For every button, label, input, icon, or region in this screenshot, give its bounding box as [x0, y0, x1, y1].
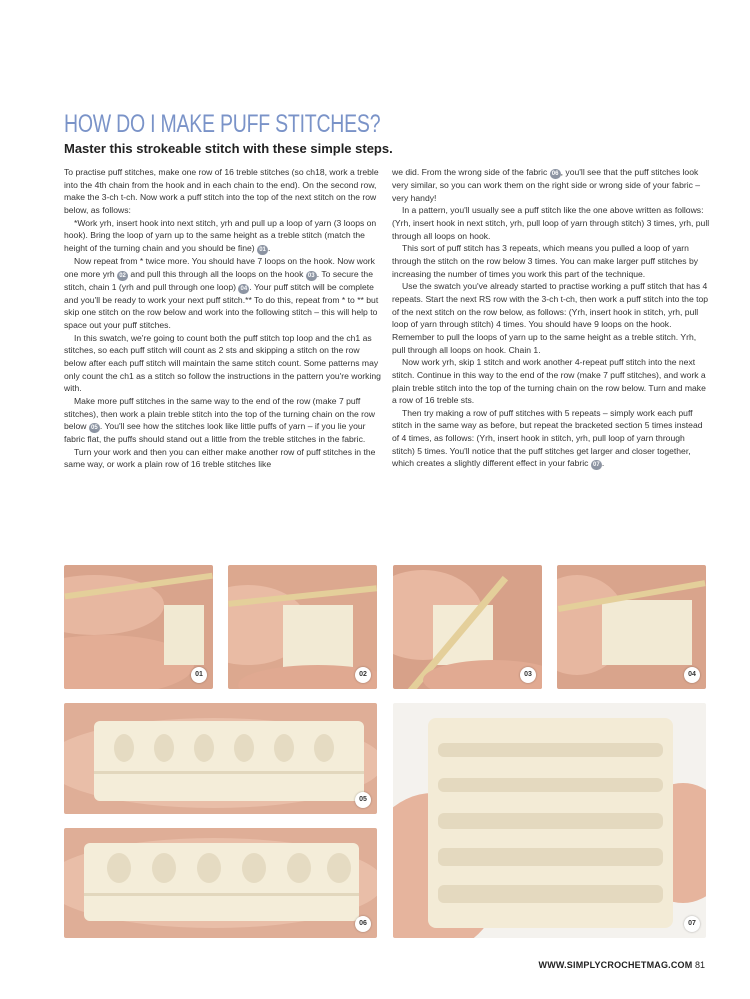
paragraph: Make more puff stitches in the same way to the end of the row (make 7 puff stitches), then work a plain treble stitch into the top of the turning chain on the row below 05 . You'll see how the stitches look like little puffs of yarn – if you lie your fabric flat, the puffs should stand out a little from the treble stitches in the fabric.	[64, 395, 375, 445]
paragraph: Then try making a row of puff stitches with 5 repeats – simply work each puff stitch in the same way as before, but repeat the bracketed section 5 times instead of 4 times, as follows: (Yrh, insert hook in stitch, yrh, pull loop of yarn through stitch) 5 times. You'll notice that the puff stitches get larger and closer together, which creates a slightly different effect in your fabric 07 .	[392, 407, 703, 469]
paragraph: Turn your work and then you can either make another row of puff stitches in the same way, or work a plain row of 16 treble stitches like	[64, 446, 376, 470]
step-photo-01	[64, 565, 213, 689]
photo-number-badge: 07	[684, 916, 700, 932]
step-ref-badge: 02	[117, 271, 128, 281]
text-column-left	[64, 166, 382, 471]
step-ref-badge: 06	[550, 169, 561, 179]
hand-crochet-illustration	[64, 565, 213, 689]
paragraph: *Work yrh, insert hook into next stitch, yrh and pull up a loop of yarn (3 loops on hook). Bring the loop of yarn up to the same height as a treble stitch (match the height of the turning chain and you should be fine) 01 .	[64, 217, 377, 253]
photo-number-badge: 02	[355, 667, 371, 683]
step-photo-05	[64, 703, 377, 814]
website-url: WWW.SIMPLYCROCHETMAG.COM	[538, 960, 693, 970]
hand-crochet-illustration	[557, 565, 706, 689]
paragraph: Now work yrh, skip 1 stitch and work another 4-repeat puff stitch into the next stitch. Continue in this way to the end of the row (make 7 puff stitches), and work a plain treble stitch into the top of the turning chain on the row below. Turn and make a row of 16 treble sts.	[392, 357, 706, 406]
paragraph: In this swatch, we're going to count both the puff stitch top loop and the ch1 as stitches, so each puff stitch will count as 2 sts and skipping a stitch on the row below after each puff stitch will maintain the same stitch count. Some patterns may only count the ch1 as a stitch so follow the instructions in the pattern you're working with.	[64, 332, 381, 394]
page-number: 81	[694, 960, 705, 970]
paragraph: In a pattern, you'll usually see a puff stitch like the one above written as follows: (Yrh, insert hook in next stitch, yrh, pull loop of yarn through stitch) 3 times, yrh, pull through all loops on hook.	[392, 205, 710, 241]
step-ref-badge: 05	[89, 423, 100, 433]
page-subtitle: Master this strokeable stitch with these simple steps.	[64, 141, 393, 156]
step-ref-badge: 01	[257, 245, 268, 255]
step-ref-badge: 04	[238, 284, 249, 294]
hand-crochet-illustration	[393, 565, 542, 689]
step-photo-04	[557, 565, 706, 689]
photo-number-badge: 01	[191, 667, 207, 683]
photo-number-badge: 06	[355, 916, 371, 932]
paragraph: we did. From the wrong side of the fabric 06 , you'll see that the puff stitches look very similar, so you can work them on the right side or wrong side of your fabric – very handy!	[392, 167, 701, 203]
step-ref-badge: 03	[306, 271, 317, 281]
photo-number-badge: 03	[520, 667, 536, 683]
step-photo-02	[228, 565, 377, 689]
paragraph: Use the swatch you've already started to practise working a puff stitch that has 4 repeats. Start the next RS row with the 3-ch t-ch, then work a puff stitch into the top of the next stitch on the row below, as follows: (Yrh, insert hook in stitch, yrh, pull loop of yarn through stitch) 4 times. You should have 9 loops on the hook. Remember to pull the loops of yarn up to the same height as a treble stitch. Yrh, pull through all loops on hook. Chain 1.	[392, 281, 709, 355]
crochet-swatch-illustration	[64, 828, 377, 938]
photo-number-badge: 05	[355, 792, 371, 808]
step-ref-badge: 07	[591, 460, 602, 470]
step-photo-03	[393, 565, 542, 689]
crochet-swatch-illustration	[64, 703, 377, 814]
paragraph: To practise puff stitches, make one row of 16 treble stitches (so ch18, work a treble into the 4th chain from the hook and in each chain to the end). On the second row, make the 3-ch t-ch. Now work a puff stitch into the top of the next stitch on the row below, as follows:	[64, 167, 379, 215]
paragraph: This sort of puff stitch has 3 repeats, which means you pulled a loop of yarn through the stitch on the row below 3 times. You can make larger puff stitches by increasing the number of times you work this part of the technique.	[392, 243, 699, 279]
photo-number-badge: 04	[684, 667, 700, 683]
crochet-swatch-illustration	[393, 703, 706, 938]
text-column-right	[392, 166, 710, 470]
paragraph: Now repeat from * twice more. You should have 7 loops on the hook. Now work one more yrh 02 and pull this through all the loops on the hook 03 . To secure the stitch, chain 1 (yrh and pull through one loop) 04 . Your puff stitch will be complete and you'll be ready to work your next puff stitch.** To do this, repeat from * to ** but skip one stitch on the row below and work into the following stitch – this will help to space out your puff stitches.	[64, 255, 379, 330]
page-footer	[539, 960, 706, 970]
page-title: HOW DO I MAKE PUFF STITCHES?	[64, 110, 381, 138]
step-photo-07	[393, 703, 706, 938]
hand-crochet-illustration	[228, 565, 377, 689]
step-photo-06	[64, 828, 377, 938]
